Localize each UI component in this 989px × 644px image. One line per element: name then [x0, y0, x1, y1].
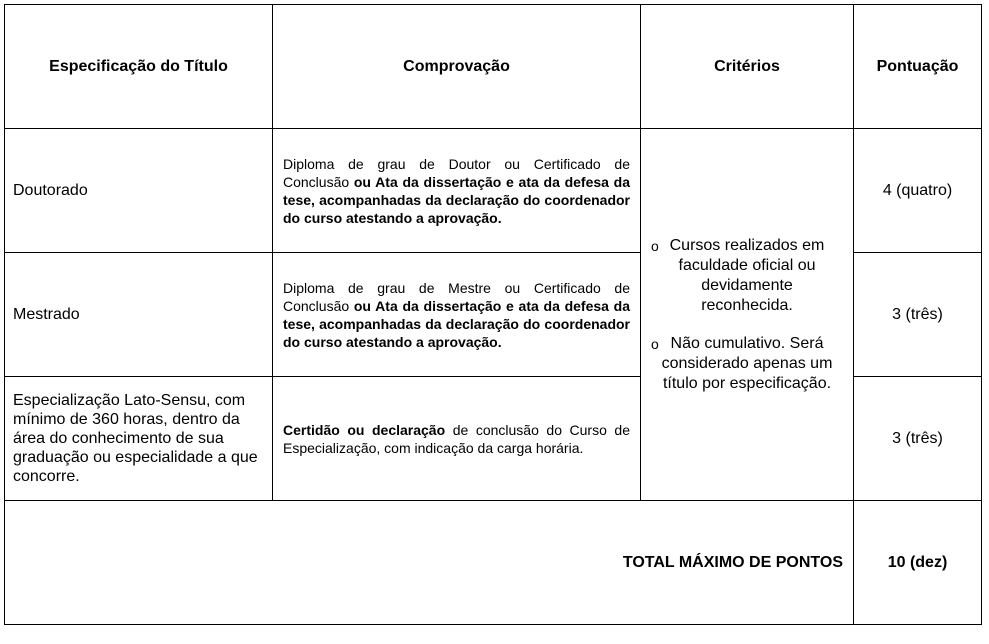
comprovacao-plain: Diploma de grau de Mestre ou Certificado de Conclusão: [283, 279, 630, 314]
criterio-text: Cursos realizados em faculdade oficial ou devidamente reconhecida.: [669, 236, 825, 314]
row-comprovacao: [273, 253, 641, 377]
row-comprovacao: [273, 129, 641, 253]
table-row: [5, 129, 982, 253]
total-value: 10 (dez): [854, 501, 982, 625]
row-title: Doutorado: [5, 129, 273, 253]
row-comprovacao: [273, 377, 641, 501]
row-pontuacao: 3 (três): [854, 253, 982, 377]
criterios-cell: [641, 129, 854, 501]
header-pontuacao: Pontuação: [854, 5, 982, 129]
comprovacao-bold: ou Ata da dissertação e ata da defesa da tese, acompanhadas da declaração do coordenador do curso atestando a aprovação.: [283, 173, 630, 226]
criterio-item: [651, 334, 837, 394]
comprovacao-plain: Diploma de grau de Doutor ou Certificado de Conclusão: [283, 155, 630, 190]
header-especificacao: Especificação do Título: [5, 5, 273, 129]
score-table: [4, 4, 982, 625]
header-comprovacao: Comprovação: [273, 5, 641, 129]
row-pontuacao: 3 (três): [854, 377, 982, 501]
row-title: Mestrado: [5, 253, 273, 377]
header-criterios: Critérios: [641, 5, 854, 129]
total-row: [5, 501, 982, 625]
row-title: Especialização Lato-Sensu, com mínimo de 360 horas, dentro da área do conhecimento de sua graduação ou especialidade a que concorre.: [5, 377, 273, 501]
bullet-circle-icon: o: [651, 335, 659, 352]
row-pontuacao: 4 (quatro): [854, 129, 982, 253]
header-row: [5, 5, 982, 129]
comprovacao-bold: Certidão ou declaração: [283, 421, 446, 438]
comprovacao-plain: de conclusão do Curso de Especialização, com indicação da carga horária.: [283, 421, 630, 456]
criterio-item: [651, 236, 837, 316]
bullet-circle-icon: o: [651, 237, 659, 254]
criterio-text: Não cumulativo. Será considerado apenas um título por especificação.: [661, 334, 833, 392]
total-label: TOTAL MÁXIMO DE PONTOS: [5, 501, 854, 625]
comprovacao-bold: ou Ata da dissertação e ata da defesa da tese, acompanhadas da declaração do coordenador do curso atestando a aprovação.: [283, 297, 630, 350]
